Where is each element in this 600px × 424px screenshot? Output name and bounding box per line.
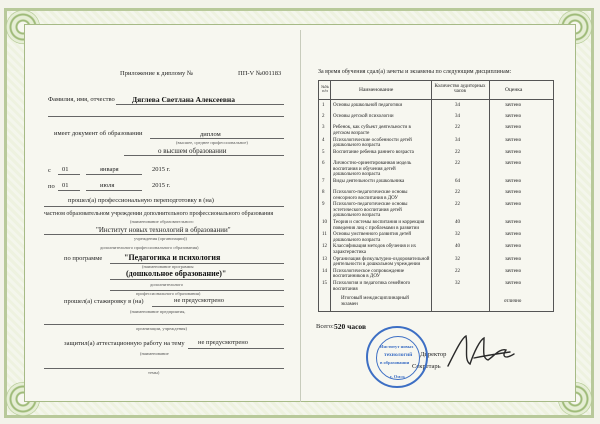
row-hours: 22 [455, 190, 460, 195]
row-grade: зачтено [505, 137, 522, 143]
to-month: июля [100, 182, 115, 189]
program-caption3: дополнительного [150, 282, 184, 287]
institution-stamp [366, 326, 428, 388]
stamp-text: технологий [384, 352, 413, 358]
program-caption4: профессионального образования) [136, 291, 201, 296]
row-number: 3 [322, 125, 325, 131]
date-underline [86, 190, 142, 191]
row-hours: 64 [455, 178, 460, 184]
row-discipline: Психологические особенности детей [333, 137, 412, 143]
to-label: по [48, 183, 55, 190]
institution-caption: (наименование образовательного [130, 219, 194, 224]
row-discipline: воспитания [333, 286, 358, 292]
thesis-value: не предусмотрено [198, 339, 249, 346]
row-number: 8 [322, 190, 325, 195]
blank-line [44, 206, 284, 207]
col-grade-header: Оценка [505, 87, 523, 93]
row-hours: 32 [455, 232, 460, 238]
disciplines-table [318, 80, 554, 312]
center-fold-line [300, 30, 301, 402]
from-day: 01 [62, 166, 69, 173]
institution-caption2: учреждения (организации)) [134, 236, 187, 241]
row-number: 4 [322, 137, 325, 143]
row-hours: 32 [455, 281, 460, 286]
row-number: 14 [322, 268, 327, 274]
program-underline [110, 263, 284, 264]
col-name-header: Наименование [359, 87, 394, 93]
row-discipline: сенсорного воспитания в ДОУ [333, 195, 399, 201]
row-number: 13 [322, 256, 327, 262]
edu-doc-label: имеет документ об образовании [54, 130, 143, 137]
row-grade: зачтено [505, 268, 522, 274]
row-grade: зачтено [505, 190, 522, 195]
row-grade: зачтено [505, 244, 522, 250]
program-underline [110, 279, 284, 280]
stamp-city: г. Омск [390, 374, 405, 379]
fio-underline [116, 104, 284, 105]
row-discipline: Психологическое сопровождение [333, 268, 405, 274]
row-discipline: детском возрасте [333, 131, 370, 136]
row-discipline: характеристика [333, 250, 366, 255]
internship-label: прошел(а) стажировку в (на) [64, 298, 144, 305]
row-discipline: Классификация методов обучения и их [333, 244, 417, 250]
row-number: 7 [322, 178, 325, 184]
row-hours: 34 [455, 137, 460, 143]
row-discipline: деятельности в дошкольном учреждении [333, 262, 421, 268]
date-underline [58, 174, 80, 175]
fio-label: Фамилия, имя, отчество [48, 96, 115, 103]
row-discipline: Основы умственного развития детей [333, 232, 412, 238]
director-signature [444, 330, 524, 374]
row-hours: 34 [455, 103, 460, 108]
fio-value: Дяглева Светлана Алексеевна [132, 95, 235, 104]
row-discipline: Воспитание ребенка раннего возраста [333, 149, 414, 155]
column-divider [330, 81, 331, 311]
row-grade: зачтено [505, 161, 522, 166]
row-number: 12 [322, 244, 327, 250]
edu-doc-caption: (высшее, среднее профессиональное) [176, 140, 248, 145]
row-hours: 32 [455, 256, 460, 262]
row-grade: зачтено [505, 220, 522, 225]
row-grade: зачтено [505, 281, 522, 286]
program-name-1: "Педагогика и психология [124, 253, 221, 262]
from-month: января [100, 166, 119, 173]
diploma-number: ПП-V №001183 [238, 70, 282, 77]
row-discipline: Личностно-ориентированная модель [333, 161, 412, 166]
row-discipline: Виды деятельности дошкольника [333, 178, 405, 184]
row-hours: 22 [455, 268, 460, 274]
thesis-caption2: темы) [148, 370, 160, 375]
row-discipline: Организация физкультурно-оздоровительной [333, 256, 430, 262]
retraining-text: прошел(а) профессиональную переподготовку в (на) [68, 197, 214, 204]
row-hours: 22 [455, 202, 460, 208]
row-hours: 40 [455, 244, 460, 250]
program-label: по программе [64, 255, 103, 262]
row-number: 1 [322, 103, 325, 108]
program-name-2: (дошкольное образование)" [126, 269, 227, 278]
column-divider [489, 81, 490, 311]
thesis-label: защитил(а) аттестационную работу на тему [64, 340, 185, 347]
row-grade: зачтено [505, 256, 522, 262]
from-year: 2015 г. [152, 166, 171, 173]
row-discipline: Основы дошкольной педагогики [333, 103, 403, 108]
row-hours: 22 [455, 161, 460, 166]
row-discipline: дошкольного возраста [333, 172, 381, 178]
row-grade: зачтено [505, 149, 522, 155]
edu-level-underline [124, 155, 284, 156]
internship-underline [152, 306, 284, 307]
row-discipline: дошкольного возраста [333, 143, 381, 149]
column-divider [431, 81, 432, 311]
row-discipline: Психолого-педагогические основы [333, 202, 408, 208]
appendix-label: Приложение к диплому № [120, 70, 194, 77]
row-hours: 40 [455, 220, 460, 225]
program-caption2: (наименование программы [142, 264, 194, 269]
disciplines-heading: За время обучения сдал(а) зачеты и экзамены по следующим дисциплинам: [318, 69, 512, 75]
institution-name: "Институт новых технологий в образовании" [96, 226, 231, 234]
row-grade: зачтено [505, 178, 522, 184]
row-discipline: Основы детской психологии [333, 114, 394, 120]
internship-caption: (наименование предприятия, [130, 309, 186, 314]
row-number: 2 [322, 114, 325, 120]
stamp-text: Институт новых [380, 344, 414, 349]
institution-underline [44, 234, 284, 235]
edu-doc-value: диплом [200, 131, 221, 138]
secretary-label: Секретарь [412, 363, 441, 370]
final-exam-label-2: экзамен [341, 302, 358, 307]
row-discipline: поведения лиц с проблемами в развитии [333, 225, 420, 231]
row-number: 15 [322, 281, 327, 286]
thesis-caption: (наименование [140, 351, 169, 356]
row-discipline: эстетического воспитания детей [333, 207, 402, 213]
total-value: 520 часов [334, 322, 367, 331]
total-label: Всего: [316, 323, 334, 330]
row-discipline: Психолого-педагогические основы [333, 190, 408, 195]
row-hours: 34 [455, 114, 460, 120]
date-underline [58, 190, 80, 191]
row-grade: зачтено [505, 232, 522, 238]
internship-value: не предусмотрено [174, 297, 225, 304]
row-hours: 22 [455, 149, 460, 155]
director-label: Директор [420, 351, 447, 358]
final-exam-label: Итоговый междисциплинарный [341, 296, 409, 301]
from-label: с [48, 167, 51, 174]
col-no-header: №№ п/п [321, 84, 329, 93]
signature-stroke [448, 336, 514, 366]
row-grade: зачтено [505, 125, 522, 131]
row-discipline: Теория и системы воспитания и коррекция [333, 220, 425, 225]
col-hours-header: Количество аудиторных часов [434, 84, 486, 94]
row-grade: зачтено [505, 114, 522, 120]
thesis-underline [188, 348, 284, 349]
row-number: 6 [322, 161, 325, 166]
to-year: 2015 г. [152, 182, 171, 189]
row-discipline: Психология и педагогика семейного [333, 281, 411, 286]
program-caption: дополнительного профессионального образования) [100, 245, 199, 250]
row-discipline: Ребенок, как субъект деятельности в [333, 125, 411, 131]
header-divider [319, 99, 553, 100]
row-number: 11 [322, 232, 327, 238]
stamp-text: в образовании [380, 360, 410, 365]
final-grade: отлично [504, 299, 522, 304]
row-discipline: дошкольного возраста [333, 237, 381, 243]
row-number: 9 [322, 202, 325, 208]
row-grade: зачтено [505, 103, 522, 108]
row-discipline: воспитания и обучения детей [333, 166, 396, 172]
blank-line [44, 368, 284, 369]
blank-line [48, 116, 284, 117]
row-discipline: дошкольного возраста [333, 213, 381, 219]
internship-caption2: организации, учреждения) [136, 326, 187, 331]
blank-line [44, 324, 284, 325]
edu-level: о высшем образовании [158, 147, 227, 155]
row-discipline: воспитанников в ДОУ [333, 274, 381, 280]
row-number: 10 [322, 220, 327, 225]
institution-prefix: частном образовательном учреждении дополнительного профессионального образования [44, 211, 274, 217]
row-number: 5 [322, 149, 325, 155]
date-underline [86, 174, 142, 175]
to-day: 01 [62, 182, 69, 189]
row-grade: зачтено [505, 202, 522, 208]
row-hours: 22 [455, 125, 460, 131]
